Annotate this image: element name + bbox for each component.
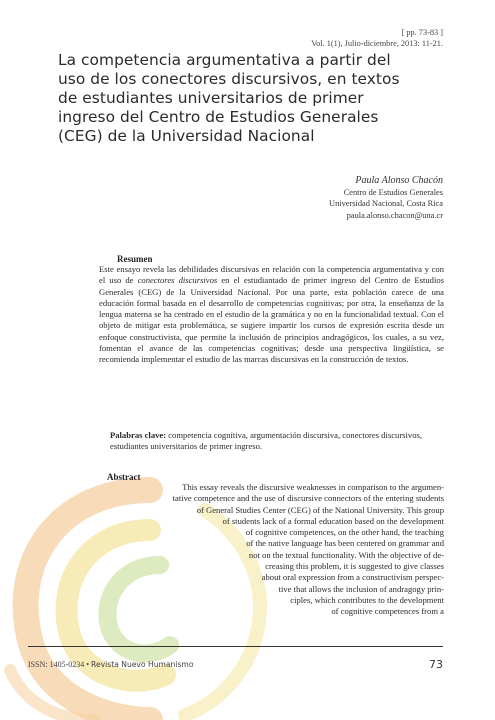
volume-info: Vol. 1(1), Julio-diciembre, 2013: 11-21.: [311, 39, 443, 48]
title-line: La competencia argumentativa a partir del: [58, 51, 391, 69]
author-affiliation: Universidad Nacional, Costa Rica: [329, 199, 443, 209]
author-affiliation: Centro de Estudios Generales: [343, 188, 443, 197]
abstract-line: of cognitive competences, on the other hand, the teaching: [245, 527, 444, 538]
title-line: de estudiantes universitarios de primer: [58, 89, 364, 107]
title-line: ingreso del Centro de Estudios Generales: [58, 108, 379, 126]
abstract-line: of General Studies Center (CEG) of the National University. This group: [196, 504, 444, 515]
resumen-text: [99, 264, 444, 366]
abstract-line: tative competence and the use of discursive connectors of the entering students: [172, 493, 444, 504]
resumen-text-part: Este ensayo revela las debilidades discursivas en relación con la competencia argumentativa y con el uso de: [99, 264, 444, 286]
author-email: paula.alonso.chacon@una.cr: [346, 210, 443, 220]
abstract-text: [80, 482, 444, 618]
resumen-italic-term: conectores discursivos: [137, 275, 218, 286]
issn: ISSN: 1405-0234: [28, 660, 85, 669]
title-line: uso de los conectores discursivos, en textos: [58, 70, 400, 88]
keywords-label: Palabras clave:: [110, 430, 167, 440]
author-block: [329, 174, 443, 221]
author-name: Paula Alonso Chacón: [355, 175, 443, 186]
abstract-line: ciples, which contributes to the development: [290, 594, 444, 605]
footer-info: [28, 660, 193, 669]
page-number: 73: [429, 658, 443, 671]
abstract-line: not on the textual functionality. With the objective of de-: [248, 549, 444, 560]
journal-name: Revista Nuevo Humanismo: [91, 660, 194, 669]
article-title: [58, 51, 448, 146]
abstract-line: of cognitive competences from a: [331, 606, 444, 617]
keywords-text: competencia cognitiva, argumentación discursiva, conectores discursivos, estudiantes universitarios de primer ingreso.: [110, 430, 422, 452]
abstract-heading: Abstract: [107, 472, 141, 482]
resumen-heading: Resumen: [117, 254, 153, 264]
abstract-line: about oral expression from a constructivism perspec-: [261, 572, 444, 583]
title-line: (CEG) de la Universidad Nacional: [58, 127, 315, 145]
footer-separator: •: [84, 660, 92, 669]
abstract-line: of the native language has been centered on grammar and: [246, 538, 444, 549]
resumen-text-part: en el estudiantado de primer ingreso del Centro de Estudios Generales (CEG) de la Universidad Nacional. Por una parte, esta población carece de una educación formal basada en el desarrollo de competencias cognitivas; por otra, la enseñanza de la lengua materna se ha centrado en el estudio de la gramática y no en la funcionalidad textual. Con el objeto de mitigar esta problemática, se sugiere impartir los cursos de expresión escrita desde un enfoque constructivista, que permite la inclusión de principios andragógicos, los cuales, a su vez, fomentan el avance de las competencias cognitivas; desde una perspectiva lingüística, se recomienda implementar el estudio de las marcas discursivas en la construcción de textos.: [99, 275, 444, 365]
abstract-line: of students lack of a formal education based on the development: [222, 515, 444, 526]
abstract-line: creasing this problem, it is suggested to give classes: [265, 561, 444, 572]
footer-divider: [28, 646, 443, 647]
abstract-line: tive that allows the inclusion of andragogy prin-: [278, 583, 444, 594]
page-range: [ pp. 73-83 ]: [401, 28, 443, 37]
keywords: [110, 430, 444, 453]
abstract-line: This essay reveals the discursive weaknesses in comparison to the argumen-: [182, 482, 444, 492]
